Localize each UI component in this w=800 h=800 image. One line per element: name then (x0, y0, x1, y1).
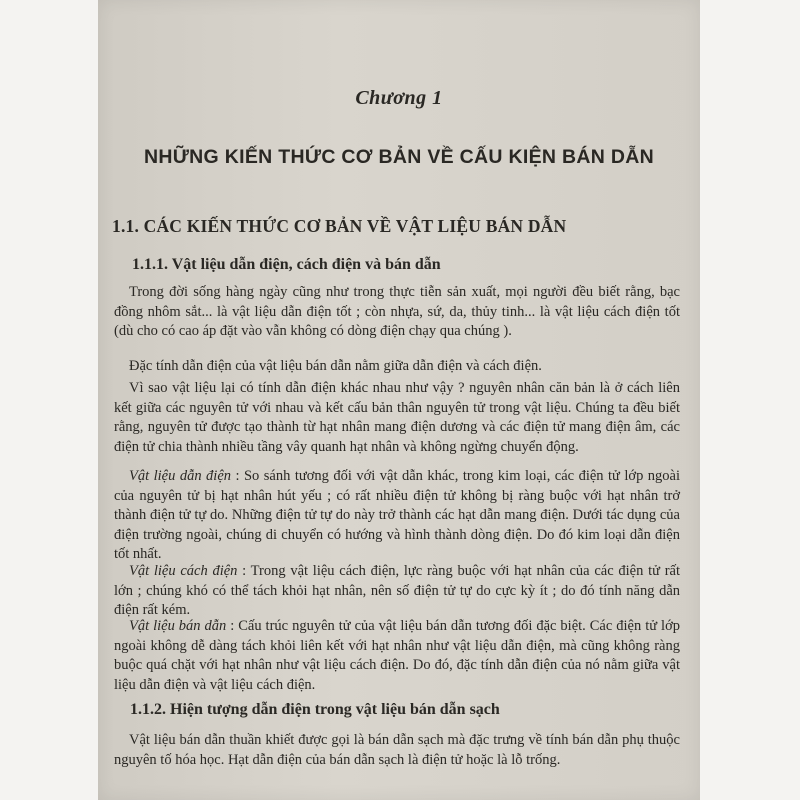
bleed-through-text (118, 0, 298, 60)
paragraph-body: : Cấu trúc nguyên tử của vật liệu bán dẫn tương đối đặc biệt. Các điện tử lớp ngoài không dễ dàng tách khỏi liên kết với hạt nhân như vật liệu dẫn điện, mà cũng không ràng buộc quá chặt với hạt nhân như vật liệu cách điện. Do đó, đặc tính dẫn điện của nó nằm giữa vật liệu dẫn điện và vật liệu cách điện. (114, 618, 680, 693)
paragraph-body: : Trong vật liệu cách điện, lực ràng buộc với hạt nhân của các điện tử rất lớn ; chúng khó có thể tách khỏi hạt nhân, nên số điện tử tự do cực kỳ ít ; do đó tính năng dẫn điện rất kém. (114, 563, 680, 619)
chapter-label: Chương 1 (355, 87, 443, 109)
chapter-title: NHỮNG KIẾN THỨC CƠ BẢN VỀ CẤU KIỆN BÁN DẪN (143, 146, 655, 168)
paragraph-semiconductor (114, 617, 680, 695)
paragraph-insulator (114, 562, 680, 621)
paragraph: Đặc tính dẫn điện của vật liệu bán dẫn nằm giữa dẫn điện và cách điện. (129, 358, 542, 374)
paragraph: Vật liệu bán dẫn thuần khiết được gọi là bán dẫn sạch mà đặc trưng về tính bán dẫn phụ thuộc nguyên tố hóa học. Hạt dẫn điện của bán dẫn sạch là điện tử hoặc là lỗ trống. (114, 732, 680, 768)
term-semiconductor: Vật liệu bán dẫn (129, 618, 227, 634)
section-heading-1-1-2: 1.1.2. Hiện tượng dẫn điện trong vật liệu bán dẫn sạch (130, 701, 500, 718)
book-page (98, 0, 700, 800)
term-conductor: Vật liệu dẫn điện (129, 468, 232, 484)
paragraph-conductor (114, 467, 680, 565)
section-heading-1-1-1: 1.1.1. Vật liệu dẫn điện, cách điện và bán dẫn (132, 256, 441, 273)
paragraph: Trong đời sống hàng ngày cũng như trong thực tiễn sản xuất, mọi người đều biết rằng, bạc đồng nhôm sắt... là vật liệu dẫn điện tốt ; còn nhựa, sứ, da, thủy tinh... là vật liệu cách điện tốt (dù cho có cao áp đặt vào vẫn không có dòng điện chạy qua chúng ). (114, 284, 680, 340)
section-heading-1-1: 1.1. CÁC KIẾN THỨC CƠ BẢN VỀ VẬT LIỆU BÁN DẪN (112, 216, 567, 236)
term-insulator: Vật liệu cách điện (129, 563, 238, 579)
paragraph: Vì sao vật liệu lại có tính dẫn điện khác nhau như vậy ? nguyên nhân căn bản là ở cách liên kết giữa các nguyên tử với nhau và kết cấu bản thân nguyên tử trong vật liệu. Chúng ta đều biết rằng, nguyên tử được tạo thành từ hạt nhân mang điện dương và các điện tử mang điện âm, các điện tử chia thành nhiều tầng vây quanh hạt nhân và không ngừng chuyển động. (114, 380, 680, 455)
paragraph-body: : So sánh tương đối với vật dẫn khác, trong kim loại, các điện tử lớp ngoài của nguyên tử bị hạt nhân hút yếu ; có rất nhiều điện tử không bị ràng buộc với hạt nhân trở thành điện tử tự do. Những điện tử tự do này trở thành các hạt dẫn mang điện. Dưới tác dụng của điện trường ngoài, chúng di chuyển có hướng và hình thành dòng điện. Do đó kim loại dẫn điện tốt nhất. (114, 468, 681, 563)
